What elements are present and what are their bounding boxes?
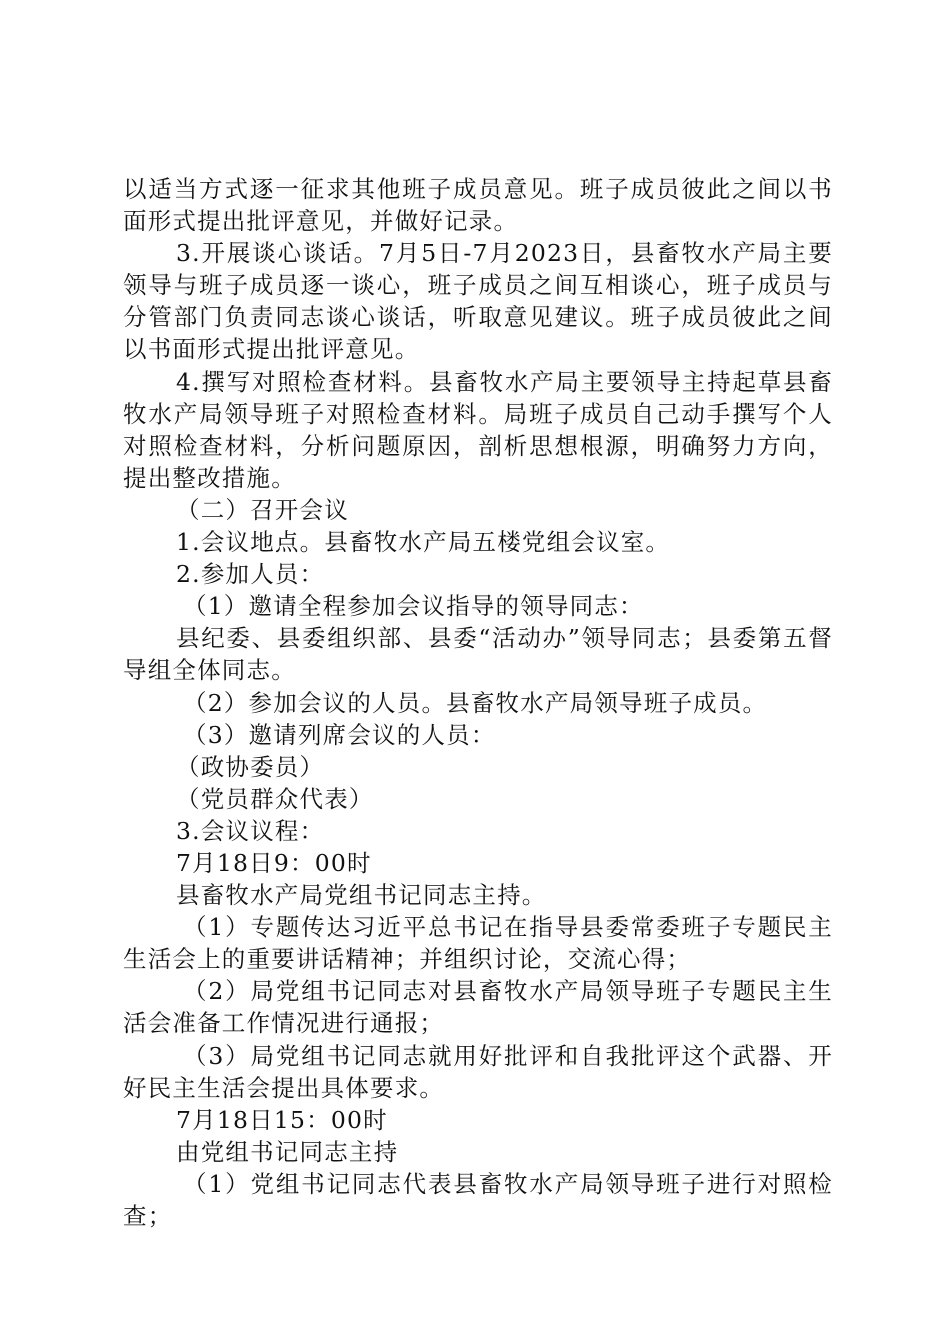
paragraph-agenda-item-1: （1）专题传达习近平总书记在指导县委常委班子专题民主生活会上的重要讲话精神；并组织讨论，交流心得； <box>123 913 833 974</box>
paragraph-participants: （2）参加会议的人员。县畜牧水产局领导班子成员。 <box>183 688 768 717</box>
paragraph-representatives: （党员群众代表） <box>176 784 374 813</box>
section-heading-meeting: （二）召开会议 <box>176 495 349 524</box>
paragraph-location: 1.会议地点。县畜牧水产局五楼党组会议室。 <box>176 528 671 557</box>
paragraph-invited-leaders: （1）邀请全程参加会议指导的领导同志： <box>183 592 644 621</box>
paragraph-host-afternoon: 由党组书记同志主持 <box>176 1137 399 1166</box>
paragraph-observers: （3）邀请列席会议的人员： <box>183 720 496 749</box>
paragraph-leader-list: 县纪委、县委组织部、县委“活动办”领导同志；县委第五督导组全体同志。 <box>123 624 833 685</box>
paragraph-continuation: 以适当方式逐一征求其他班子成员意见。班子成员彼此之间以书面形式提出批评意见，并做好记录。 <box>123 175 833 236</box>
document-body <box>123 173 833 1232</box>
paragraph-attendees: 2.参加人员： <box>176 560 325 589</box>
paragraph-materials: 4.撰写对照检查材料。县畜牧水产局主要领导主持起草县畜牧水产局领导班子对照检查材料。局班子成员自己动手撰写个人对照检查材料，分析问题原因，剖析思想根源，明确努力方向，提出整改措施。 <box>123 367 833 492</box>
paragraph-agenda-item-2: （2）局党组书记同志对县畜牧水产局领导班子专题民主生活会准备工作情况进行通报； <box>123 977 833 1038</box>
paragraph-cppcc: （政协委员） <box>176 752 325 781</box>
paragraph-afternoon-item-1: （1）党组书记同志代表县畜牧水产局领导班子进行对照检查； <box>123 1169 833 1230</box>
paragraph-agenda: 3.会议议程： <box>176 816 325 845</box>
paragraph-agenda-item-3: （3）局党组书记同志就用好批评和自我批评这个武器、开好民主生活会提出具体要求。 <box>123 1041 833 1102</box>
paragraph-time-afternoon: 7月18日15：00时 <box>176 1105 388 1134</box>
paragraph-talk: 3.开展谈心谈话。7月5日-7月2023日，县畜牧水产局主要领导与班子成员逐一谈心，班子成员之间互相谈心，班子成员与分管部门负责同志谈心谈话，听取意见建议。班子成员彼此之间以书面形式提出批评意见。 <box>123 239 833 364</box>
paragraph-time-morning: 7月18日9：00时 <box>176 848 372 877</box>
paragraph-host-morning: 县畜牧水产局党组书记同志主持。 <box>176 881 547 910</box>
